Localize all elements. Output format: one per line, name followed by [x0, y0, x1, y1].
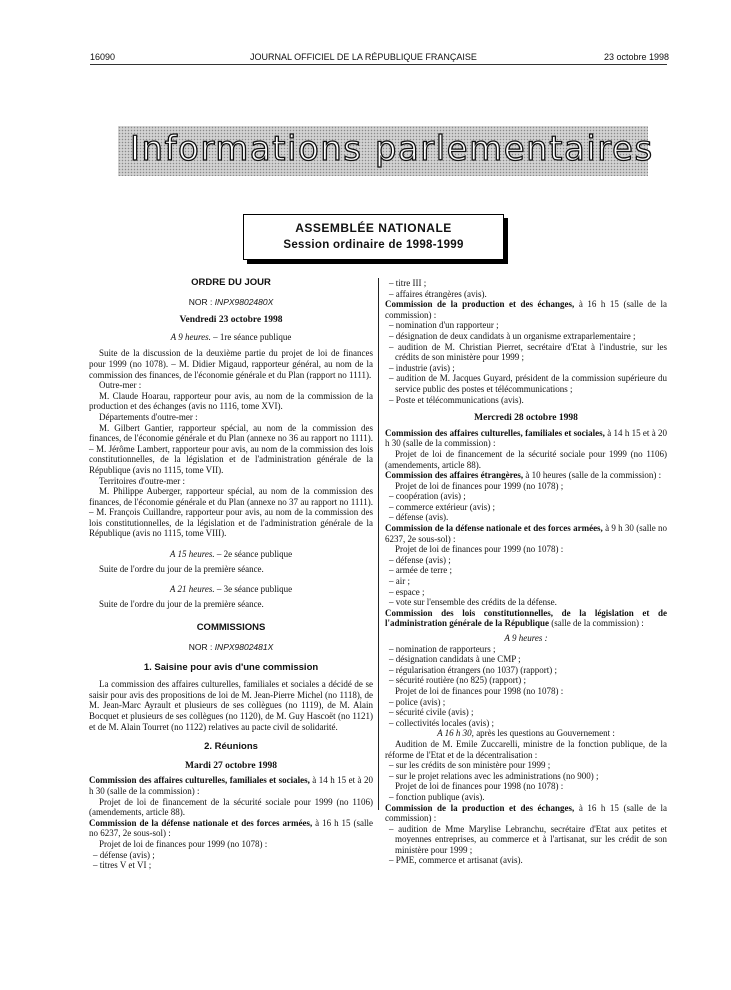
list-item: – régularisation étrangers (no 1037) (rapport) ; [389, 664, 557, 675]
list-item: – air ; [389, 576, 410, 587]
session-time: A 15 heures. – 2e séance publique [169, 549, 293, 560]
list-item: – vote sur l'ensemble des crédits de la défense. [389, 597, 557, 608]
paragraph: M. Gilbert Gantier, rapporteur spécial, au nom de la commission des finances, de l'économie générale et du Plan (annexe no 36 au rapport no 1111). – M. Jérôme Lambert, rapporteur pour avis, au nom de la commission des lois constitutionnelles, de la législation et de l'administration générale de la République (avis no 1115, tome VII). [89, 422, 373, 475]
session-time: A 9 heures : [504, 633, 548, 643]
day-heading: Mardi 27 octobre 1998 [185, 760, 277, 771]
list-item: – affaires étrangères (avis). [389, 288, 487, 299]
paragraph: M. Claude Hoarau, rapporteur pour avis, au nom de la commission de la production et des échanges (avis no 1116, tome XVI). [89, 390, 373, 412]
header-rule [90, 64, 667, 65]
paragraph: M. Philippe Auberger, rapporteur spécial, au nom de la commission des finances, de l'économie générale et du Plan (annexe no 37 au rapport no 1111). – M. François Cuillandre, rapporteur pour avis, au nom de la commission des lois constitutionnelles, de la législation et de l'administration générale de la République (avis no 1115, tome VIII). [89, 486, 373, 539]
left-column [89, 278, 373, 871]
list-item: – désignation de deux candidats à un organisme extraparlementaire ; [389, 330, 636, 341]
list-item: – nomination d'un rapporteur ; [389, 320, 499, 331]
list-item: – nomination de rapporteurs ; [389, 643, 496, 654]
paragraph: Projet de loi de finances pour 1999 (no 1078) : [395, 544, 564, 555]
day-heading: Mercredi 28 octobre 1998 [474, 413, 578, 424]
list-item: – police (avis) ; [389, 696, 446, 707]
session-time: A 9 heures. – 1re séance publique [170, 331, 292, 342]
commission-heading: Commission des affaires culturelles, familiales et sociales, à 14 h 15 et à 20 h 30 (salle de la commission) : [385, 427, 668, 449]
column-divider [378, 278, 379, 810]
subheading: Départements d'outre-mer : [99, 411, 198, 422]
paragraph: Projet de loi de finances pour 1999 (no 1078) ; [395, 480, 564, 491]
list-item: – sécurité routière (no 825) (rapport) ; [389, 675, 526, 686]
subsection-saisine: 1. Saisine pour avis d'une commission [143, 661, 319, 673]
commission-heading: Commission de la production et des échanges, à 16 h 15 (salle de la commission) : [385, 802, 667, 824]
journal-title: JOURNAL OFFICIEL DE LA RÉPUBLIQUE FRANÇAISE [250, 52, 477, 62]
list-item: – armée de terre ; [389, 565, 452, 576]
session-title: Session ordinaire de 1998-1999 [283, 239, 464, 251]
list-item: – sur les crédits de son ministère pour 1999 ; [389, 760, 551, 771]
commission-heading: Commission de la production et des échanges, à 16 h 15 (salle de la commission) : [385, 299, 667, 320]
list-item: – défense (avis) ; [93, 849, 155, 860]
session-time: A 21 heures. – 3e séance publique [169, 584, 293, 595]
issue-date: 23 octobre 1998 [604, 52, 670, 62]
commission-heading: Commission de la défense nationale et des forces armées, à 9 h 30 (salle no 6237, 2e sous-sol) : [385, 523, 667, 544]
paragraph: Suite de l'ordre du jour de la première séance. [99, 598, 264, 609]
commission-heading: Commission des lois constitutionnelles, de la législation et de l'administration générale de la République (salle de la commission) : [385, 607, 667, 629]
section-commissions: COMMISSIONS [196, 622, 266, 634]
list-item: – audition de M. Christian Pierret, secrétaire d'Etat à l'industrie, sur les crédits de son ministère pour 1999 ; [389, 341, 667, 363]
list-item: – titres V et VI ; [93, 860, 152, 871]
list-item: – sécurité civile (avis) ; [389, 707, 474, 718]
list-item: – PME, commerce et artisanat (avis). [389, 855, 523, 866]
paragraph: Projet de loi de finances pour 1998 (no 1078) : [395, 781, 564, 792]
list-item: – Poste et télécommunications (avis). [389, 394, 524, 405]
paragraph: Suite de la discussion de la deuxième partie du projet de loi de finances pour 1999 (no 1078). – M. Didier Migaud, rapporteur général, au nom de la commission des finances, de l'économie générale et du Plan (rapport no 1111). [89, 348, 373, 380]
nor-reference: NOR : INPX9802481X [188, 642, 274, 653]
list-item: – collectivités locales (avis) ; [389, 717, 494, 728]
list-item: – industrie (avis) ; [389, 362, 455, 373]
list-item: – désignation candidats à une CMP ; [389, 654, 521, 665]
subheading: Outre-mer : [99, 380, 142, 391]
list-item: – fonction publique (avis). [389, 791, 485, 802]
list-item: – coopération (avis) ; [389, 491, 466, 502]
paragraph: Audition de M. Emile Zuccarelli, ministre de la fonction publique, de la réforme de l'Etat et de la décentralisation : [385, 738, 667, 760]
list-item: – sur le projet relations avec les administrations (no 900) ; [389, 770, 599, 781]
banner [118, 126, 654, 176]
paragraph: Projet de loi de finances pour 1998 (no 1078) : [395, 685, 564, 696]
page-number: 16090 [90, 52, 116, 62]
list-item: – audition de Mme Marylise Lebranchu, secrétaire d'Etat aux petites et moyennes entreprises, au commerce et à l'artisanat, sur les crédit de son ministère pour 1999 ; [389, 823, 667, 855]
banner-title: Informations parlementaires [130, 129, 654, 169]
assembly-box [243, 214, 504, 260]
paragraph: La commission des affaires culturelles, familiales et sociales a décidé de se saisir pour avis des propositions de loi de M. Jean-Pierre Michel (no 1118), de M. Jean-Marc Ayrault et plusieurs de ses collègues (no 1119), de M. Alain Bocquet et plusieurs de ses collègues (no 1120), de M. Guy Hascoët (no 1121) et de M. Alain Tourret (no 1122) relatives au pacte civil de solidarité. [89, 679, 373, 732]
list-item: – titre III ; [389, 278, 427, 288]
nor-reference: NOR : INPX9802480X [188, 296, 274, 307]
list-item: – espace ; [389, 586, 425, 597]
paragraph: Suite de l'ordre du jour de la première séance. [99, 563, 264, 574]
section-ordre-du-jour: ORDRE DU JOUR [191, 277, 271, 288]
day-heading: Vendredi 23 octobre 1998 [179, 315, 283, 326]
list-item: – défense (avis). [389, 512, 449, 523]
right-column [385, 278, 667, 866]
paragraph: Projet de loi de financement de la sécurité sociale pour 1999 (no 1106) (amendements, article 88). [89, 796, 373, 818]
commission-heading: Commission des affaires étrangères, à 10 heures (salle de la commission) : [385, 470, 662, 481]
paragraph: Projet de loi de financement de la sécurité sociale pour 1999 (no 1106) (amendements, article 88). [385, 448, 667, 470]
list-item: – commerce extérieur (avis) ; [389, 501, 495, 512]
list-item: – audition de M. Jacques Guyard, président de la commission supérieure du service public des postes et télécommunications ; [389, 373, 667, 394]
commission-heading: Commission des affaires culturelles, familiales et sociales, à 14 h 15 et à 20 h 30 (salle de la commission) : [89, 775, 374, 796]
subsection-reunions: 2. Réunions [204, 741, 258, 753]
commission-heading: Commission de la défense nationale et des forces armées, à 16 h 15 (salle no 6237, 2e sous-sol) : [89, 817, 373, 839]
list-item: – défense (avis) ; [389, 554, 451, 565]
subheading: Territoires d'outre-mer : [99, 475, 185, 486]
session-time: A 16 h 30, après les questions au Gouvernement : [437, 728, 615, 739]
paragraph: Projet de loi de finances pour 1999 (no 1078) : [99, 838, 268, 849]
assembly-name: ASSEMBLÉE NATIONALE [295, 221, 452, 235]
